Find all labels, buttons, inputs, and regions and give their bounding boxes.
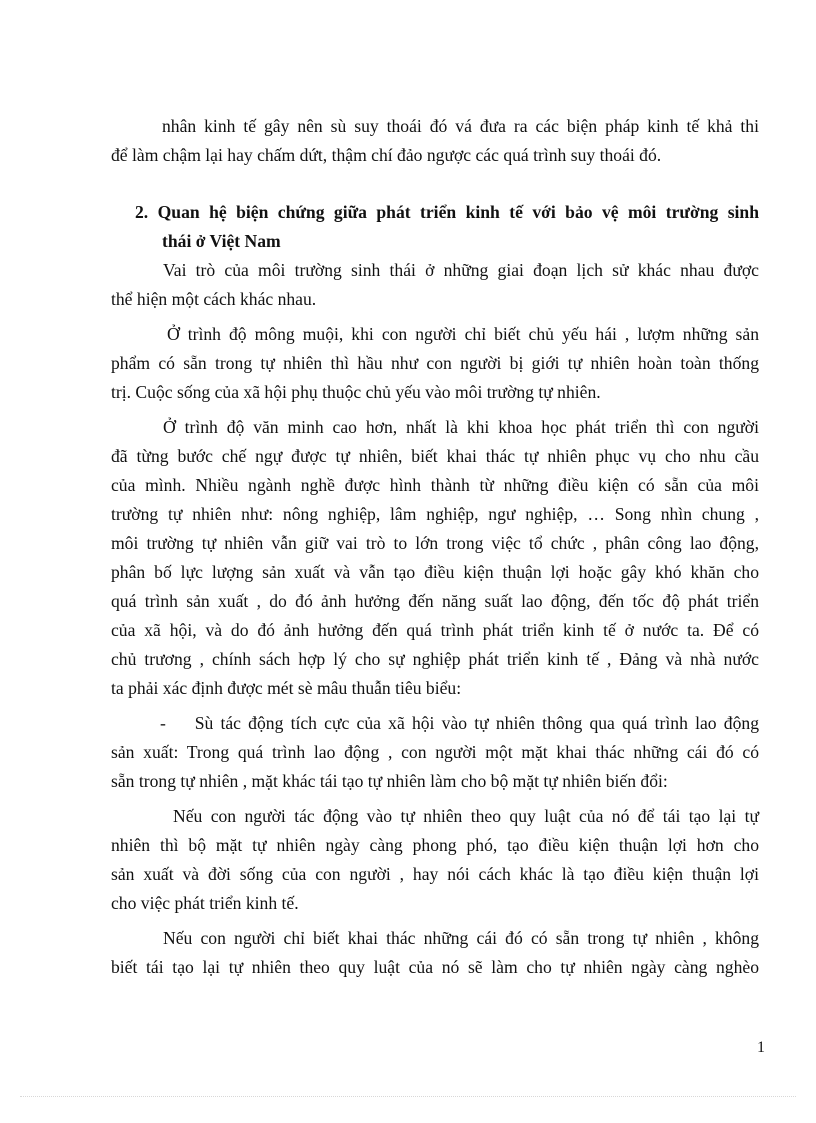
text-line: quá trình sản xuất , do đó ảnh hưởng đến năng suất lao động, đến tốc độ phát triển bbox=[111, 591, 759, 611]
text-line: cho việc phát triển kinh tế. bbox=[111, 893, 299, 913]
text-line: biết tái tạo lại tự nhiên theo quy luật của nó sẽ làm cho tự nhiên ngày càng nghèo bbox=[111, 957, 759, 977]
text-line: để làm chậm lại hay chấm dứt, thậm chí đảo ngược các quá trình suy thoái đó. bbox=[111, 145, 662, 165]
page-number: 1 bbox=[757, 1039, 765, 1056]
paragraph-3 bbox=[111, 413, 759, 703]
text-line: Ở trình độ mông muội, khi con người chỉ biết chủ yếu hái , lượm những sản bbox=[167, 324, 759, 344]
text-line: thể hiện một cách khác nhau. bbox=[111, 289, 317, 309]
page-body bbox=[111, 112, 759, 982]
paragraph-1 bbox=[111, 256, 759, 314]
text-line: Nếu con người chỉ biết khai thác những cái đó có sẵn trong tự nhiên , không bbox=[163, 928, 759, 948]
text-line: sản xuất: Trong quá trình lao động , con người một mặt khai thác những cái đó có bbox=[111, 742, 759, 762]
bullet-text: Sù tác động tích cực của xã hội vào tự nhiên thông qua quá trình lao động bbox=[194, 713, 759, 733]
text-line: của xã hội, và do đó ảnh hưởng đến quá trình phát triển kinh tế ở nước ta. Để có bbox=[111, 620, 759, 640]
text-line: nhiên thì bộ mặt tự nhiên ngày càng phong phó, tạo điều kiện thuận lợi hơn cho bbox=[111, 835, 759, 855]
page-bottom-divider bbox=[20, 1096, 796, 1097]
text-line: môi trường tự nhiên vẫn giữ vai trò to lớn trong việc tổ chức , phân công lao động, bbox=[111, 533, 759, 553]
heading-line: 2. Quan hệ biện chứng giữa phát triển kinh tế với bảo vệ môi trường sinh bbox=[135, 202, 759, 222]
paragraph-4 bbox=[111, 802, 759, 918]
text-line: nhân kinh tế gây nên sù suy thoái đó vá đưa ra các biện pháp kinh tế khả thi bbox=[162, 116, 759, 136]
paragraph-5 bbox=[111, 924, 759, 982]
bullet-item bbox=[111, 709, 759, 796]
text-line: phẩm có sẵn trong tự nhiên thì hầu như con người bị giới tự nhiên hoàn toàn thống bbox=[111, 353, 759, 373]
text-line: trị. Cuộc sống của xã hội phụ thuộc chủ yếu vào môi trường tự nhiên. bbox=[111, 382, 601, 402]
paragraph-top bbox=[111, 112, 759, 170]
bullet-marker: - bbox=[160, 713, 166, 733]
text-line: của mình. Nhiều ngành nghề được hình thành từ những điều kiện có sẵn của môi bbox=[111, 475, 759, 495]
text-line: chủ trương , chính sách hợp lý cho sự nghiệp phát triển kinh tế , Đảng và nhà nước bbox=[111, 649, 759, 669]
text-line: ta phải xác định được mét sè mâu thuẫn tiêu biểu: bbox=[111, 678, 462, 698]
text-line: Vai trò của môi trường sinh thái ở những giai đoạn lịch sử khác nhau được bbox=[163, 260, 759, 280]
heading-line: thái ở Việt Nam bbox=[162, 231, 281, 251]
paragraph-2 bbox=[111, 320, 759, 407]
text-line: Nếu con người tác động vào tự nhiên theo quy luật của nó để tái tạo lại tự bbox=[173, 806, 759, 826]
text-line: đã từng bước chế ngự được tự nhiên, biết khai thác tự nhiên phục vụ cho nhu cầu bbox=[111, 446, 759, 466]
text-line: sẵn trong tự nhiên , mặt khác tái tạo tự nhiên làm cho bộ mặt tự nhiên biến đổi: bbox=[111, 771, 668, 791]
text-line: phân bố lực lượng sản xuất và vẫn tạo điều kiện thuận lợi hoặc gây khó khăn cho bbox=[111, 562, 759, 582]
text-line: Ở trình độ văn minh cao hơn, nhất là khi khoa học phát triển thì con người bbox=[163, 417, 759, 437]
text-line: sản xuất và đời sống của con người , hay nói cách khác là tạo điều kiện thuận lợi bbox=[111, 864, 759, 884]
text-line: trường tự nhiên như: nông nghiệp, lâm nghiệp, ngư nghiệp, … Song nhìn chung , bbox=[111, 504, 759, 524]
bullet-first-line bbox=[111, 709, 759, 738]
section-heading bbox=[111, 198, 759, 256]
